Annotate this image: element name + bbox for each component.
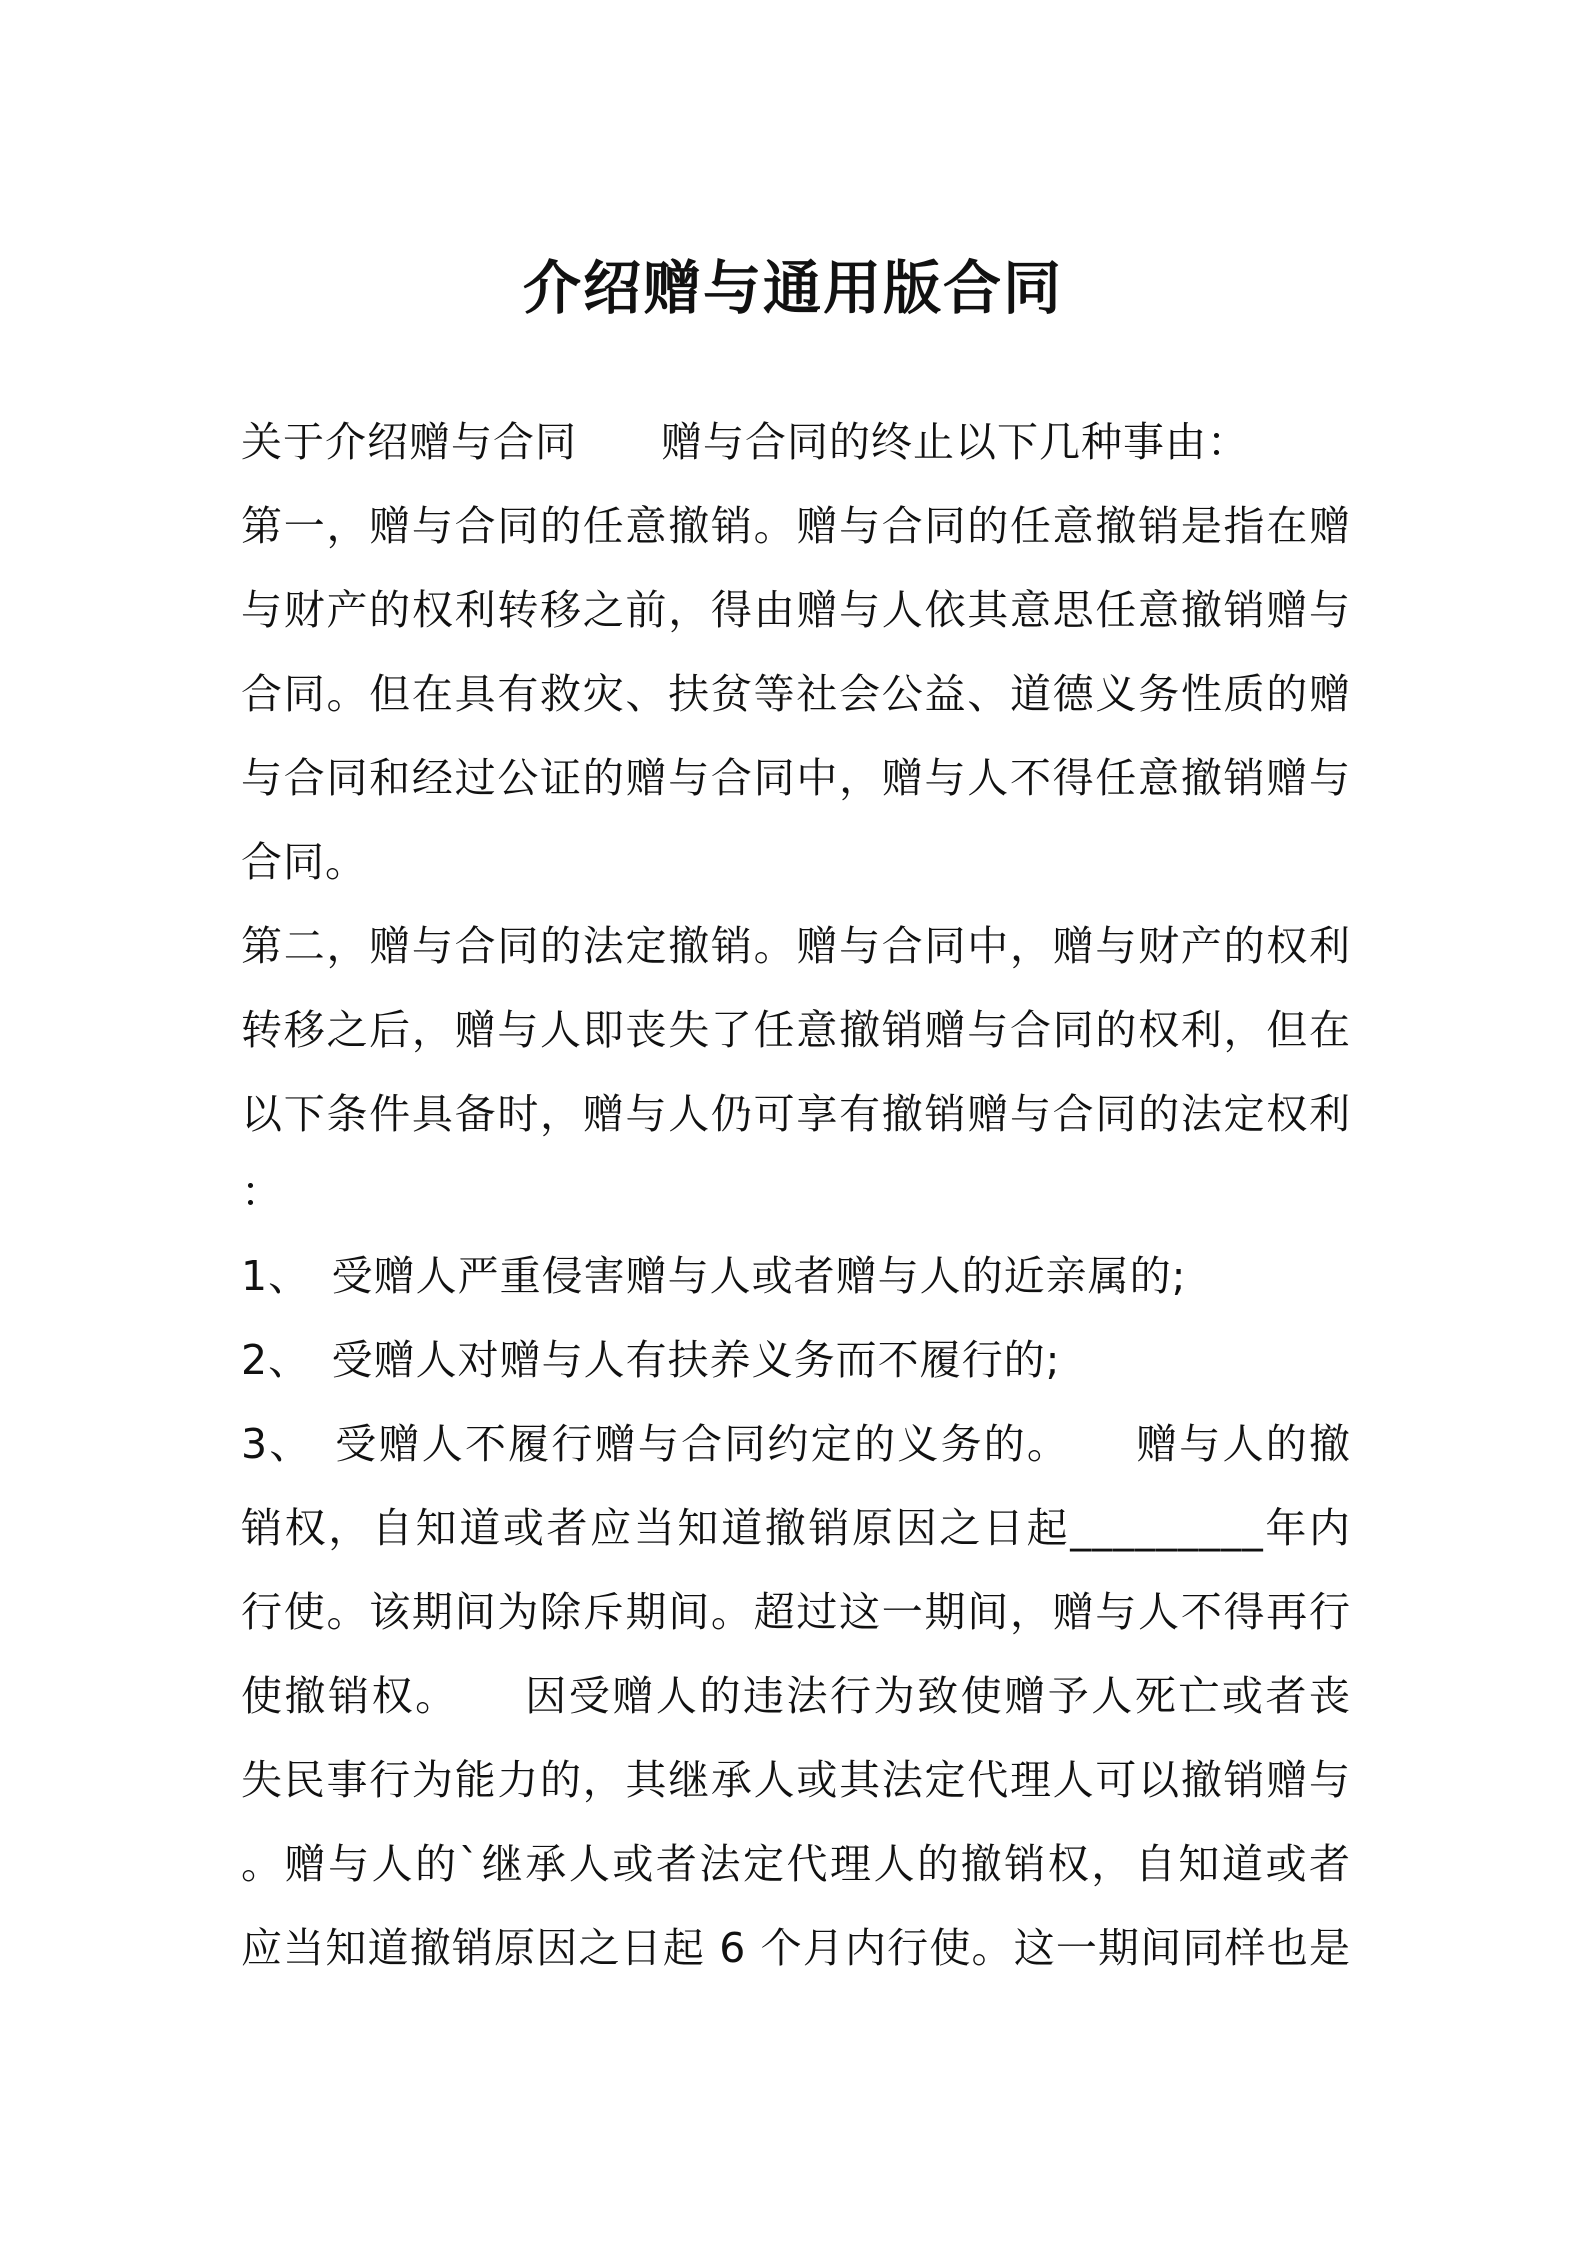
body-line: 第一，赠与合同的任意撤销。赠与合同的任意撤销是指在赠 bbox=[241, 502, 1351, 550]
body-line: 转移之后，赠与人即丧失了任意撤销赠与合同的权利，但在 bbox=[241, 1006, 1351, 1054]
body-line: 应当知道撤销原因之日起 6 个月内行使。这一期间同样也是 bbox=[241, 1924, 1351, 1972]
document-title: 介绍赠与通用版合同 bbox=[522, 254, 1063, 322]
body-line: 失民事行为能力的，其继承人或其法定代理人可以撤销赠与 bbox=[241, 1756, 1351, 1804]
body-line: 关于介绍赠与合同 赠与合同的终止以下几种事由： bbox=[241, 418, 1249, 466]
body-line: 合同。 bbox=[241, 838, 367, 886]
body-line: 以下条件具备时，赠与人仍可享有撤销赠与合同的法定权利 bbox=[241, 1090, 1351, 1138]
body-line: 使撤销权。 因受赠人的违法行为致使赠予人死亡或者丧 bbox=[241, 1672, 1351, 1720]
list-item: 3、 受赠人不履行赠与合同约定的义务的。 赠与人的撤 bbox=[241, 1420, 1351, 1468]
body-line: ： bbox=[241, 1168, 283, 1216]
body-line: 与财产的权利转移之前，得由赠与人依其意思任意撤销赠与 bbox=[241, 586, 1351, 634]
body-line: 与合同和经过公证的赠与合同中，赠与人不得任意撤销赠与 bbox=[241, 754, 1351, 802]
body-line: 第二，赠与合同的法定撤销。赠与合同中，赠与财产的权利 bbox=[241, 922, 1351, 970]
body-line: 合同。但在具有救灾、扶贫等社会公益、道德义务性质的赠 bbox=[241, 670, 1351, 718]
body-line: 。赠与人的`继承人或者法定代理人的撤销权，自知道或者 bbox=[241, 1840, 1351, 1888]
body-line: 销权，自知道或者应当知道撤销原因之日起_________年内 bbox=[241, 1504, 1351, 1552]
body-line: 行使。该期间为除斥期间。超过这一期间，赠与人不得再行 bbox=[241, 1588, 1351, 1636]
list-item: 2、 受赠人对赠与人有扶养义务而不履行的; bbox=[241, 1336, 1061, 1384]
list-item: 1、 受赠人严重侵害赠与人或者赠与人的近亲属的; bbox=[241, 1252, 1187, 1300]
